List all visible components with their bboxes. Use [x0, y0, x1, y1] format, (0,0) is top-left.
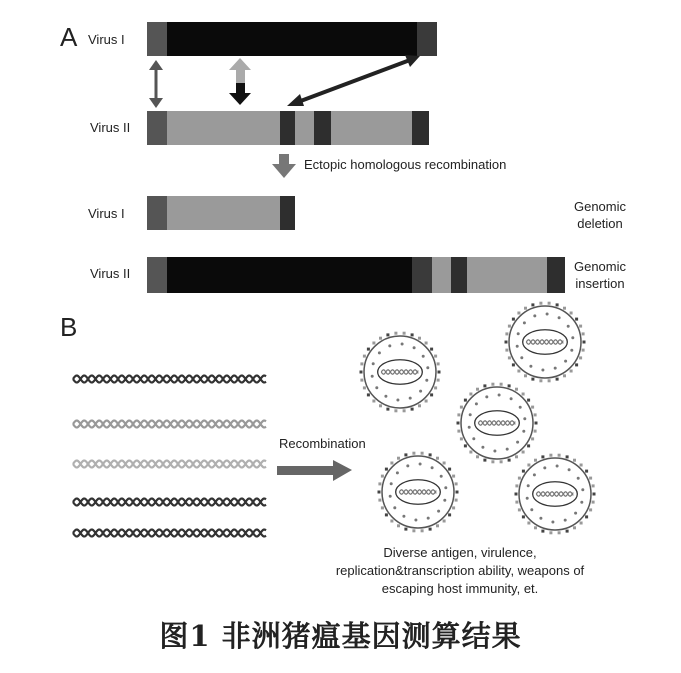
desc-line-3: escaping host immunity, et. — [381, 581, 539, 596]
virus-particle-1 — [360, 332, 441, 413]
result-virus1-genome — [147, 196, 295, 230]
virus-particle-3 — [457, 383, 538, 464]
virus1-black-segment — [147, 22, 437, 56]
virus-particle-2 — [505, 302, 586, 383]
result-virus2-right-end — [547, 257, 565, 293]
insertion-line-2: insertion — [575, 276, 625, 291]
result-virus2-genome — [147, 257, 565, 293]
result-virus1-label: Virus I — [88, 206, 125, 221]
virus2-genome — [147, 111, 429, 145]
deletion-line-2: deletion — [577, 216, 623, 231]
virus-particle-4 — [378, 452, 459, 533]
result-virus1-left-end — [147, 196, 167, 230]
diagonal-arrow — [298, 60, 410, 102]
gray-up-arrow — [229, 58, 251, 70]
virus2-right-end — [412, 111, 429, 145]
gray-arrow-shaft — [236, 69, 245, 83]
dna-strand-5 — [73, 530, 266, 537]
recombination-arrow — [277, 460, 352, 481]
homology-arrows — [149, 55, 420, 108]
dna-strand-4 — [73, 499, 266, 506]
dna-strand-1 — [73, 376, 266, 383]
result-virus1-gray-segment — [147, 196, 295, 230]
virus-particle-5 — [515, 454, 596, 535]
recombination-step-label: Ectopic homologous recombination — [304, 157, 507, 172]
result-virus2-black-segment — [147, 257, 430, 293]
black-down-arrow — [229, 93, 251, 105]
result-virus2-left-end — [147, 257, 167, 293]
panel-b-letter: B — [60, 312, 78, 342]
result-virus2-junction — [412, 257, 432, 293]
black-arrow-shaft — [236, 83, 245, 94]
virus1-right-end — [417, 22, 437, 56]
dna-strands — [73, 376, 266, 537]
virus2-block-2 — [314, 111, 331, 145]
deletion-line-1: Genomic — [573, 199, 627, 214]
virus1-left-end — [147, 22, 167, 56]
dna-strand-3 — [73, 461, 266, 468]
dna-strand-2 — [73, 421, 266, 428]
result-virus2-block — [451, 257, 467, 293]
recombination-down-arrow — [272, 154, 296, 178]
virus2-left-end — [147, 111, 167, 145]
virus2-label: Virus II — [90, 120, 131, 135]
virus1-genome — [147, 22, 437, 56]
desc-line-1: Diverse antigen, virulence, — [383, 545, 537, 560]
panel-a-letter: A — [60, 22, 78, 52]
figure-caption: 图1 非洲猪瘟基因测算结果 — [159, 619, 522, 653]
insertion-line-1: Genomic — [573, 259, 627, 274]
result-virus2-label: Virus II — [90, 266, 131, 281]
virus-particles — [360, 302, 596, 535]
virus2-block-1 — [280, 111, 295, 145]
virus1-label: Virus I — [88, 32, 125, 47]
desc-line-2: replication&transcription ability, weapons of — [335, 563, 585, 578]
result-virus1-right-block — [280, 196, 295, 230]
recombination-arrow-label: Recombination — [279, 436, 366, 451]
